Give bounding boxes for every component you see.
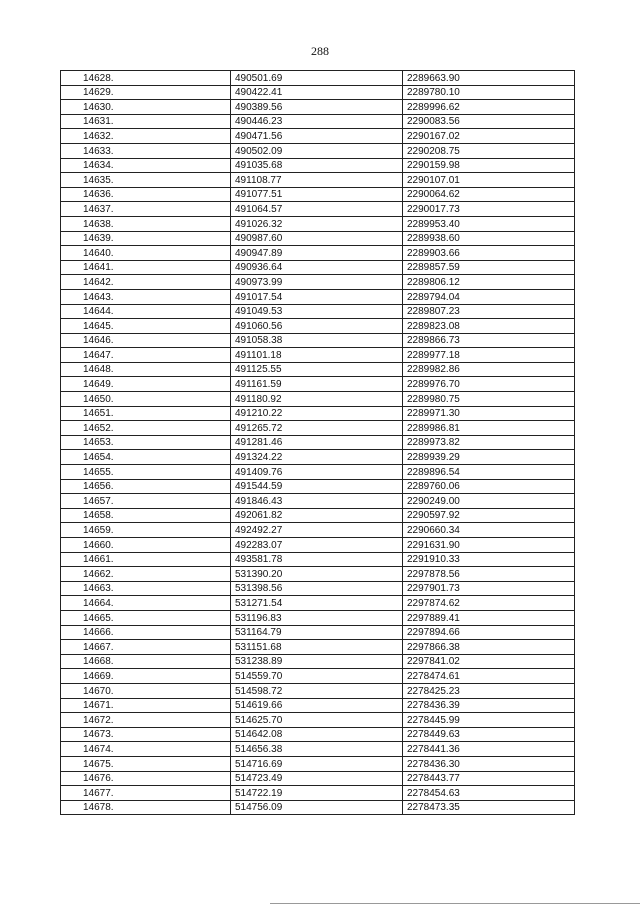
easting-cell: 490501.69	[231, 71, 403, 86]
easting-cell: 514559.70	[231, 669, 403, 684]
easting-cell: 490446.23	[231, 114, 403, 129]
table-row	[61, 275, 575, 290]
point-number-cell: 14662.	[61, 567, 231, 582]
easting-cell: 514756.09	[231, 800, 403, 815]
table-row	[61, 756, 575, 771]
easting-cell: 490389.56	[231, 100, 403, 115]
easting-cell: 514625.70	[231, 713, 403, 728]
table-row	[61, 143, 575, 158]
northing-cell: 2290107.01	[403, 173, 575, 188]
table-row	[61, 71, 575, 86]
northing-cell: 2289982.86	[403, 362, 575, 377]
northing-cell: 2297894.66	[403, 625, 575, 640]
northing-cell: 2278445.99	[403, 713, 575, 728]
northing-cell: 2290017.73	[403, 202, 575, 217]
easting-cell: 491409.76	[231, 465, 403, 480]
point-number-cell: 14656.	[61, 479, 231, 494]
table-row	[61, 581, 575, 596]
northing-cell: 2289807.23	[403, 304, 575, 319]
northing-cell: 2289939.29	[403, 450, 575, 465]
easting-cell: 491265.72	[231, 421, 403, 436]
northing-cell: 2289986.81	[403, 421, 575, 436]
easting-cell: 491077.51	[231, 187, 403, 202]
coordinates-table	[60, 70, 575, 815]
table-row	[61, 406, 575, 421]
northing-cell: 2290597.92	[403, 508, 575, 523]
easting-cell: 490422.41	[231, 85, 403, 100]
table-row	[61, 654, 575, 669]
point-number-cell: 14635.	[61, 173, 231, 188]
table-row	[61, 523, 575, 538]
point-number-cell: 14673.	[61, 727, 231, 742]
point-number-cell: 14672.	[61, 713, 231, 728]
easting-cell: 514656.38	[231, 742, 403, 757]
table-row	[61, 552, 575, 567]
easting-cell: 531196.83	[231, 610, 403, 625]
point-number-cell: 14645.	[61, 319, 231, 334]
point-number-cell: 14632.	[61, 129, 231, 144]
easting-cell: 491064.57	[231, 202, 403, 217]
point-number-cell: 14646.	[61, 333, 231, 348]
northing-cell: 2289977.18	[403, 348, 575, 363]
point-number-cell: 14658.	[61, 508, 231, 523]
point-number-cell: 14667.	[61, 640, 231, 655]
table-row	[61, 713, 575, 728]
table-row	[61, 392, 575, 407]
northing-cell: 2290064.62	[403, 187, 575, 202]
easting-cell: 514619.66	[231, 698, 403, 713]
table-row	[61, 450, 575, 465]
northing-cell: 2290159.98	[403, 158, 575, 173]
table-row	[61, 596, 575, 611]
table-row	[61, 508, 575, 523]
point-number-cell: 14639.	[61, 231, 231, 246]
point-number-cell: 14649.	[61, 377, 231, 392]
easting-cell: 492283.07	[231, 538, 403, 553]
easting-cell: 491058.38	[231, 333, 403, 348]
easting-cell: 514598.72	[231, 683, 403, 698]
point-number-cell: 14648.	[61, 362, 231, 377]
easting-cell: 531151.68	[231, 640, 403, 655]
northing-cell: 2297889.41	[403, 610, 575, 625]
table-row	[61, 289, 575, 304]
northing-cell: 2297878.56	[403, 567, 575, 582]
northing-cell: 2289823.08	[403, 319, 575, 334]
table-row	[61, 567, 575, 582]
table-row	[61, 260, 575, 275]
northing-cell: 2289938.60	[403, 231, 575, 246]
northing-cell: 2291631.90	[403, 538, 575, 553]
easting-cell: 491101.18	[231, 348, 403, 363]
northing-cell: 2278441.36	[403, 742, 575, 757]
northing-cell: 2289794.04	[403, 289, 575, 304]
point-number-cell: 14670.	[61, 683, 231, 698]
point-number-cell: 14637.	[61, 202, 231, 217]
easting-cell: 531390.20	[231, 567, 403, 582]
easting-cell: 491108.77	[231, 173, 403, 188]
northing-cell: 2278436.30	[403, 756, 575, 771]
northing-cell: 2289980.75	[403, 392, 575, 407]
easting-cell: 531164.79	[231, 625, 403, 640]
northing-cell: 2289857.59	[403, 260, 575, 275]
table-row	[61, 771, 575, 786]
northing-cell: 2289976.70	[403, 377, 575, 392]
point-number-cell: 14663.	[61, 581, 231, 596]
northing-cell: 2289996.62	[403, 100, 575, 115]
table-row	[61, 479, 575, 494]
northing-cell: 2278425.23	[403, 683, 575, 698]
table-row	[61, 698, 575, 713]
northing-cell: 2290167.02	[403, 129, 575, 144]
table-row	[61, 158, 575, 173]
point-number-cell: 14655.	[61, 465, 231, 480]
point-number-cell: 14628.	[61, 71, 231, 86]
northing-cell: 2278443.77	[403, 771, 575, 786]
northing-cell: 2289866.73	[403, 333, 575, 348]
easting-cell: 491125.55	[231, 362, 403, 377]
table-row	[61, 187, 575, 202]
table-row	[61, 800, 575, 815]
easting-cell: 514716.69	[231, 756, 403, 771]
point-number-cell: 14666.	[61, 625, 231, 640]
table-row	[61, 129, 575, 144]
table-row	[61, 377, 575, 392]
page-number: 288	[311, 44, 329, 58]
easting-cell: 491017.54	[231, 289, 403, 304]
point-number-cell: 14668.	[61, 654, 231, 669]
table-body	[61, 71, 575, 815]
table-row	[61, 640, 575, 655]
easting-cell: 531271.54	[231, 596, 403, 611]
northing-cell: 2289896.54	[403, 465, 575, 480]
point-number-cell: 14651.	[61, 406, 231, 421]
table-row	[61, 202, 575, 217]
point-number-cell: 14647.	[61, 348, 231, 363]
table-row	[61, 173, 575, 188]
point-number-cell: 14659.	[61, 523, 231, 538]
easting-cell: 531398.56	[231, 581, 403, 596]
easting-cell: 490987.60	[231, 231, 403, 246]
point-number-cell: 14631.	[61, 114, 231, 129]
point-number-cell: 14661.	[61, 552, 231, 567]
point-number-cell: 14675.	[61, 756, 231, 771]
northing-cell: 2278454.63	[403, 786, 575, 801]
point-number-cell: 14652.	[61, 421, 231, 436]
northing-cell: 2290249.00	[403, 494, 575, 509]
point-number-cell: 14671.	[61, 698, 231, 713]
northing-cell: 2289973.82	[403, 435, 575, 450]
table-row	[61, 786, 575, 801]
easting-cell: 491846.43	[231, 494, 403, 509]
northing-cell: 2297874.62	[403, 596, 575, 611]
northing-cell: 2289663.90	[403, 71, 575, 86]
easting-cell: 491281.46	[231, 435, 403, 450]
table-row	[61, 683, 575, 698]
table-row	[61, 333, 575, 348]
point-number-cell: 14642.	[61, 275, 231, 290]
northing-cell: 2278436.39	[403, 698, 575, 713]
northing-cell: 2290660.34	[403, 523, 575, 538]
easting-cell: 493581.78	[231, 552, 403, 567]
point-number-cell: 14644.	[61, 304, 231, 319]
northing-cell: 2289971.30	[403, 406, 575, 421]
northing-cell: 2289953.40	[403, 216, 575, 231]
table-row	[61, 421, 575, 436]
point-number-cell: 14634.	[61, 158, 231, 173]
point-number-cell: 14677.	[61, 786, 231, 801]
northing-cell: 2297901.73	[403, 581, 575, 596]
point-number-cell: 14643.	[61, 289, 231, 304]
easting-cell: 490502.09	[231, 143, 403, 158]
easting-cell: 491161.59	[231, 377, 403, 392]
point-number-cell: 14654.	[61, 450, 231, 465]
easting-cell: 531238.89	[231, 654, 403, 669]
northing-cell: 2297841.02	[403, 654, 575, 669]
point-number-cell: 14650.	[61, 392, 231, 407]
table-row	[61, 246, 575, 261]
easting-cell: 490936.64	[231, 260, 403, 275]
northing-cell: 2278474.61	[403, 669, 575, 684]
easting-cell: 514723.49	[231, 771, 403, 786]
table-row	[61, 610, 575, 625]
table-row	[61, 319, 575, 334]
table-row	[61, 727, 575, 742]
easting-cell: 491180.92	[231, 392, 403, 407]
easting-cell: 491210.22	[231, 406, 403, 421]
northing-cell: 2297866.38	[403, 640, 575, 655]
point-number-cell: 14678.	[61, 800, 231, 815]
easting-cell: 490973.99	[231, 275, 403, 290]
easting-cell: 491035.68	[231, 158, 403, 173]
northing-cell: 2291910.33	[403, 552, 575, 567]
table-row	[61, 742, 575, 757]
table-row	[61, 494, 575, 509]
northing-cell: 2289806.12	[403, 275, 575, 290]
table-row	[61, 216, 575, 231]
table-row	[61, 231, 575, 246]
northing-cell: 2289780.10	[403, 85, 575, 100]
table-row	[61, 114, 575, 129]
table-row	[61, 625, 575, 640]
table-row	[61, 465, 575, 480]
point-number-cell: 14636.	[61, 187, 231, 202]
easting-cell: 491060.56	[231, 319, 403, 334]
northing-cell: 2290083.56	[403, 114, 575, 129]
easting-cell: 491324.22	[231, 450, 403, 465]
northing-cell: 2278449.63	[403, 727, 575, 742]
point-number-cell: 14641.	[61, 260, 231, 275]
easting-cell: 492061.82	[231, 508, 403, 523]
point-number-cell: 14630.	[61, 100, 231, 115]
northing-cell: 2289760.06	[403, 479, 575, 494]
easting-cell: 491544.59	[231, 479, 403, 494]
table-row	[61, 85, 575, 100]
point-number-cell: 14669.	[61, 669, 231, 684]
northing-cell: 2289903.66	[403, 246, 575, 261]
point-number-cell: 14653.	[61, 435, 231, 450]
easting-cell: 490471.56	[231, 129, 403, 144]
point-number-cell: 14633.	[61, 143, 231, 158]
easting-cell: 491049.53	[231, 304, 403, 319]
easting-cell: 491026.32	[231, 216, 403, 231]
northing-cell: 2278473.35	[403, 800, 575, 815]
point-number-cell: 14676.	[61, 771, 231, 786]
table-row	[61, 538, 575, 553]
easting-cell: 514722.19	[231, 786, 403, 801]
point-number-cell: 14674.	[61, 742, 231, 757]
table-row	[61, 362, 575, 377]
point-number-cell: 14640.	[61, 246, 231, 261]
point-number-cell: 14664.	[61, 596, 231, 611]
northing-cell: 2290208.75	[403, 143, 575, 158]
point-number-cell: 14665.	[61, 610, 231, 625]
point-number-cell: 14629.	[61, 85, 231, 100]
table-row	[61, 304, 575, 319]
point-number-cell: 14657.	[61, 494, 231, 509]
point-number-cell: 14660.	[61, 538, 231, 553]
table-row	[61, 435, 575, 450]
table-row	[61, 100, 575, 115]
table-row	[61, 348, 575, 363]
easting-cell: 514642.08	[231, 727, 403, 742]
table-row	[61, 669, 575, 684]
point-number-cell: 14638.	[61, 216, 231, 231]
bottom-rule	[270, 903, 640, 904]
easting-cell: 492492.27	[231, 523, 403, 538]
easting-cell: 490947.89	[231, 246, 403, 261]
